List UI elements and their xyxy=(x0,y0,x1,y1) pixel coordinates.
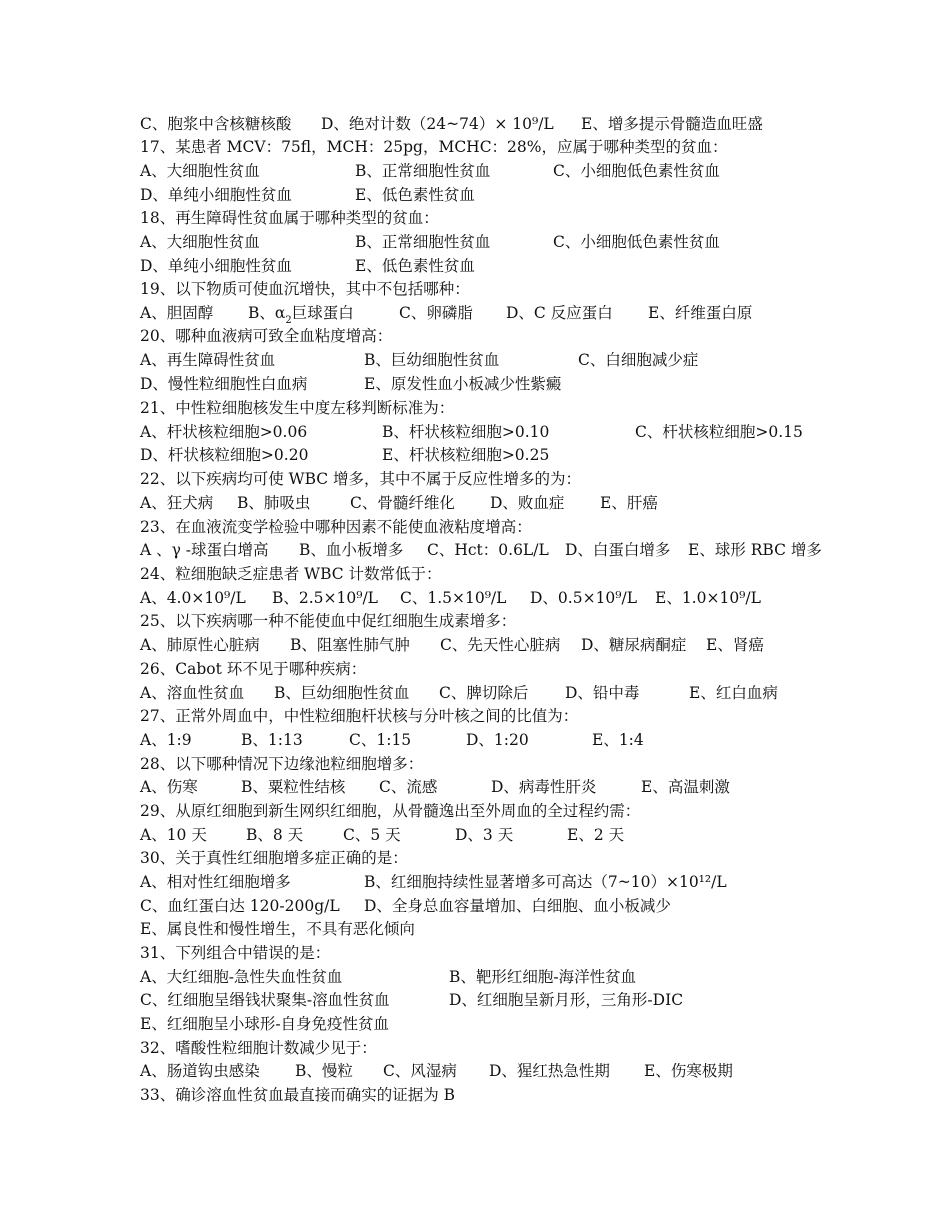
option-b: B、正常细胞性贫血 xyxy=(355,162,491,180)
option-b: B、阻塞性肺气肿 xyxy=(290,636,410,654)
option-d: D、慢性粒细胞性白血病 xyxy=(140,375,308,393)
option-d: D、铅中毒 xyxy=(565,684,640,702)
option-d: D、猩红热急性期 xyxy=(489,1062,610,1080)
option-d: D、红细胞呈新月形，三角形-DIC xyxy=(449,991,684,1009)
question-31: 31、下列组合中错误的是： xyxy=(140,944,331,962)
option-c: C、骨髓纤维化 xyxy=(350,494,455,512)
option-e: E、2 天 xyxy=(567,826,625,844)
option-a: A、溶血性贫血 xyxy=(140,684,245,702)
option-b: B、正常细胞性贫血 xyxy=(355,233,491,251)
option-e: E、低色素性贫血 xyxy=(355,257,475,275)
option-a: A、肠道钩虫感染 xyxy=(140,1062,260,1080)
option-b: B、慢粒 xyxy=(295,1062,353,1080)
option-d: D、1:20 xyxy=(466,731,529,749)
option-a: A、10 天 xyxy=(140,826,207,844)
question-23: 23、在血液流变学检验中哪种因素不能使血液粘度增高： xyxy=(140,518,532,536)
option-d: D、糖尿病酮症 xyxy=(581,636,687,654)
option-b-text: 巨球蛋白 xyxy=(291,304,354,322)
question-18: 18、再生障碍性贫血属于哪种类型的贫血： xyxy=(140,209,439,227)
option-a: A、伤寒 xyxy=(140,778,198,796)
option-c: C、小细胞低色素性贫血 xyxy=(553,233,720,251)
option-b: B、靶形红细胞-海洋性贫血 xyxy=(449,968,637,986)
option-e: E、高温刺激 xyxy=(641,778,730,796)
question-30: 30、关于真性红细胞增多症正确的是： xyxy=(140,849,408,867)
question-20: 20、哪种血液病可致全血粘度增高： xyxy=(140,327,393,345)
option-a: A、相对性红细胞增多 xyxy=(140,873,291,891)
question-29: 29、从原红细胞到新生网织红细胞，从骨髓逸出至外周血的全过程约需： xyxy=(140,802,641,820)
option-d: D、单纯小细胞性贫血 xyxy=(140,257,292,275)
option-c: C、1.5×10⁹/L xyxy=(400,589,507,607)
option-a: A、大红细胞-急性失血性贫血 xyxy=(140,968,343,986)
option-e: E、低色素性贫血 xyxy=(355,186,475,204)
option-c: C、白细胞减少症 xyxy=(578,351,699,369)
option-b: B、血小板增多 xyxy=(299,541,404,559)
option-a: A、肺原性心脏病 xyxy=(140,636,260,654)
option-b: B、2.5×10⁹/L xyxy=(272,589,378,607)
option-a: A、胆固醇 xyxy=(140,304,214,322)
option-c: C、红细胞呈缗钱状聚集-溶血性贫血 xyxy=(140,991,390,1009)
option-b: B、巨幼细胞性贫血 xyxy=(274,684,410,702)
option-a: A、狂犬病 xyxy=(140,494,214,512)
option-b: B、杆状核粒细胞>0.10 xyxy=(382,423,550,441)
option-c: C、小细胞低色素性贫血 xyxy=(553,162,720,180)
question-21: 21、中性粒细胞核发生中度左移判断标准为： xyxy=(140,399,455,417)
option-e: E、伤寒极期 xyxy=(644,1062,733,1080)
option-a: A、大细胞性贫血 xyxy=(140,233,260,251)
option-d: D、3 天 xyxy=(455,826,514,844)
option-e: E、纤维蛋白原 xyxy=(648,304,753,322)
question-32: 32、嗜酸性粒细胞计数减少见于： xyxy=(140,1039,377,1057)
option-c: C、卵磷脂 xyxy=(399,304,473,322)
option-c: C、流感 xyxy=(379,778,438,796)
option-d: D、杆状核粒细胞>0.20 xyxy=(140,446,309,464)
option-a: A、4.0×10⁹/L xyxy=(140,589,246,607)
option-c: C、血红蛋白达 120-200g/L xyxy=(140,897,340,915)
option-c: C、5 天 xyxy=(343,826,401,844)
option-e: E、1:4 xyxy=(592,731,644,749)
option-c: C、胞浆中含核糖核酸 xyxy=(140,115,292,133)
option-c: C、Hct：0.6L/L xyxy=(427,541,549,559)
option-e: E、原发性血小板减少性紫癜 xyxy=(364,375,562,393)
option-b-letter: B、α xyxy=(248,304,286,322)
subscript-two: 2 xyxy=(285,315,292,326)
option-c: C、风湿病 xyxy=(383,1062,457,1080)
question-19: 19、以下物质可使血沉增快，其中不包括哪种： xyxy=(140,280,470,298)
question-24: 24、粒细胞缺乏症患者 WBC 计数常低于： xyxy=(140,565,442,583)
option-e: E、红细胞呈小球形-自身免疫性贫血 xyxy=(140,1015,390,1033)
question-25: 25、以下疾病哪一种不能使血中促红细胞生成素增多： xyxy=(140,612,517,630)
question-28: 28、以下哪种情况下边缘池粒细胞增多： xyxy=(140,755,424,773)
option-d: D、全身总血容量增加、白细胞、血小板减少 xyxy=(364,897,671,915)
option-a: A、再生障碍性贫血 xyxy=(140,351,276,369)
option-d: D、败血症 xyxy=(490,494,565,512)
option-b: B、巨幼细胞性贫血 xyxy=(364,351,500,369)
option-e: E、肝癌 xyxy=(600,494,658,512)
option-e: E、红白血病 xyxy=(689,684,778,702)
option-c: C、1:15 xyxy=(349,731,412,749)
question-33: 33、确诊溶血性贫血最直接而确实的证据为 B xyxy=(140,1086,456,1104)
option-d: D、0.5×10⁹/L xyxy=(530,589,638,607)
option-e: E、球形 RBC 增多 xyxy=(688,541,822,559)
option-e: E、肾癌 xyxy=(706,636,764,654)
question-27: 27、正常外周血中，中性粒细胞杆状核与分叶核之间的比值为： xyxy=(140,707,579,725)
option-b: B、红细胞持续性显著增多可高达（7~10）×10¹²/L xyxy=(364,873,727,891)
option-b: B、肺吸虫 xyxy=(237,494,311,512)
option-e: E、属良性和慢性增生，不具有恶化倾向 xyxy=(140,920,415,938)
option-d: D、病毒性肝炎 xyxy=(491,778,597,796)
option-c: C、杆状核粒细胞>0.15 xyxy=(635,423,803,441)
option-d: D、C 反应蛋白 xyxy=(506,304,613,322)
option-c: C、先天性心脏病 xyxy=(440,636,561,654)
option-d: D、单纯小细胞性贫血 xyxy=(140,186,292,204)
option-e: E、1.0×10⁹/L xyxy=(655,589,761,607)
question-22: 22、以下疾病均可使 WBC 增多，其中不属于反应性增多的为： xyxy=(140,470,582,488)
question-26: 26、Cabot 环不见于哪种疾病： xyxy=(140,660,367,678)
option-a: A、1:9 xyxy=(140,731,192,749)
option-e: E、增多提示骨髓造血旺盛 xyxy=(581,115,763,133)
option-a: A 、γ -球蛋白增高 xyxy=(140,541,269,559)
option-e: E、杆状核粒细胞>0.25 xyxy=(382,446,550,464)
option-b xyxy=(248,302,354,327)
option-b: B、1:13 xyxy=(241,731,303,749)
option-d: D、绝对计数（24~74）× 10⁹/L xyxy=(321,115,554,133)
option-a: A、杆状核粒细胞>0.06 xyxy=(140,423,308,441)
option-d: D、白蛋白增多 xyxy=(565,541,671,559)
option-a: A、大细胞性贫血 xyxy=(140,162,260,180)
question-17: 17、某患者 MCV：75fl，MCH：25pg，MCHC：28%，应属于哪种类型的贫血： xyxy=(140,138,728,156)
option-b: B、粟粒性结核 xyxy=(241,778,346,796)
option-b: B、8 天 xyxy=(246,826,304,844)
option-c: C、脾切除后 xyxy=(439,684,529,702)
